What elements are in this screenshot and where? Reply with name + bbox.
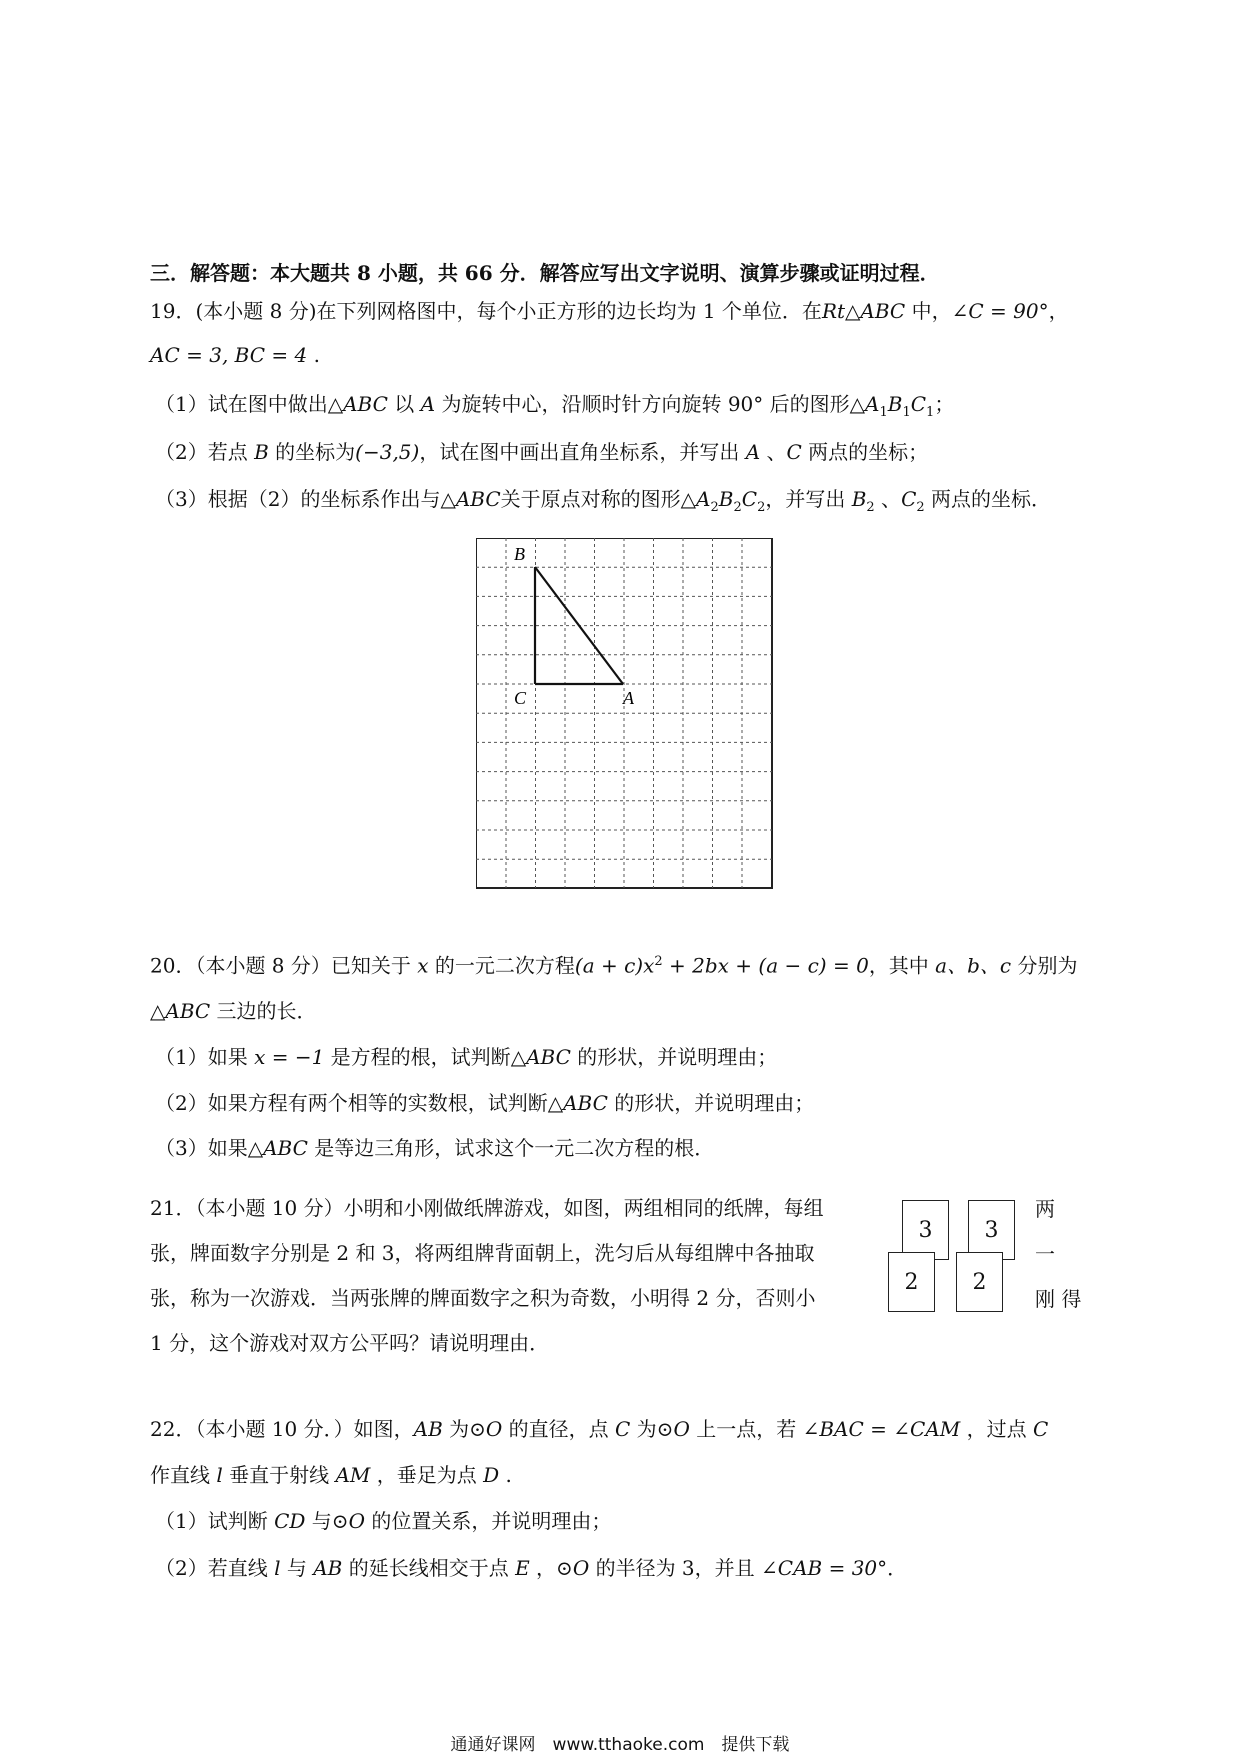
q19-part1: （1）试在图中做出△ABC 以 A 为旋转中心，沿顺时针方向旋转 90° 后的图形$\triangle A_1B_1C_1$； — [155, 392, 955, 420]
q21-cards-figure — [888, 1200, 1028, 1325]
q19-intro: 19．(本小题 8 分)在下列网格图中，每个小正方形的边长均为 1 个单位．在Rt△ABC 中，∠C = 90°， — [150, 299, 1069, 323]
label-a: A — [623, 688, 634, 708]
q21-line4: 1 分，这个游戏对双方公平吗？请说明理由． — [150, 1331, 550, 1355]
q20-part1: （1）如果 x = −1 是方程的根，试判断△ABC 的形状，并说明理由； — [155, 1045, 778, 1069]
q19-given: AC = 3, BC = 4 . — [150, 343, 320, 367]
q20-part3: （3）如果△ABC 是等边三角形，试求这个一元二次方程的根． — [155, 1136, 715, 1160]
q20-stem: 20．（本小题 8 分）已知关于 x 的一元二次方程$(a + c)x^2 + 2bx + (a - c) = 0$，其中 a、b、c 分别为 — [150, 953, 1078, 978]
q21-right1: 两 — [1035, 1197, 1055, 1221]
label-b: B — [514, 544, 525, 564]
card-back-right: 3 — [968, 1200, 1015, 1260]
q21-line3: 张，称为一次游戏．当两张牌的牌面数字之积为奇数，小明得 2 分，否则小 — [150, 1286, 816, 1310]
label-c: C — [514, 688, 527, 708]
q20-stem2: △ABC 三边的长． — [150, 999, 317, 1023]
grid-diagram — [476, 538, 774, 890]
card-front-left: 2 — [888, 1252, 935, 1312]
q19-part2: （2）若点 B 的坐标为(−3,5)，试在图中画出直角坐标系，并写出 A 、C 两点的坐标； — [155, 440, 929, 464]
q22-stem2: 作直线 l 垂直于射线 AM ，垂足为点 D . — [150, 1463, 512, 1487]
q22-part2: （2）若直线 l 与 AB 的延长线相交于点 E ，⊙O 的半径为 3，并且 ∠CAB = 30°． — [155, 1556, 908, 1580]
q19-part3: （3）根据（2）的坐标系作出与△ABC关于原点对称的图形$\triangle A_2B_2C_2$，并写出 $B_2$ 、$C_2$ 两点的坐标． — [155, 487, 1052, 515]
q21-line2: 张，牌面数字分别是 2 和 3，将两组牌背面朝上，洗匀后从每组牌中各抽取 — [150, 1241, 815, 1265]
q21-right3: 刚 得 — [1035, 1287, 1082, 1311]
q21-right2: 一 — [1035, 1242, 1055, 1266]
q22-part1: （1）试判断 CD 与⊙O 的位置关系，并说明理由； — [155, 1509, 612, 1533]
q22-stem: 22．（本小题 10 分．）如图，AB 为⊙O 的直径，点 C 为⊙O 上一点，若 ∠BAC = ∠CAM ，过点 C — [150, 1417, 1049, 1441]
q19-grid-figure — [476, 538, 774, 895]
q20-part2: （2）如果方程有两个相等的实数根，试判断△ABC 的形状，并说明理由； — [155, 1091, 815, 1115]
q21-line1: 21．（本小题 10 分）小明和小刚做纸牌游戏，如图，两组相同的纸牌，每组 — [150, 1196, 824, 1220]
page-footer: 通通好课网 www.tthaoke.com 提供下载 — [450, 1735, 790, 1755]
card-back-left: 3 — [902, 1200, 949, 1260]
card-front-right: 2 — [956, 1252, 1003, 1312]
section-heading: 三．解答题：本大题共 8 小题，共 66 分．解答应写出文字说明、演算步骤或证明过程． — [150, 261, 940, 285]
